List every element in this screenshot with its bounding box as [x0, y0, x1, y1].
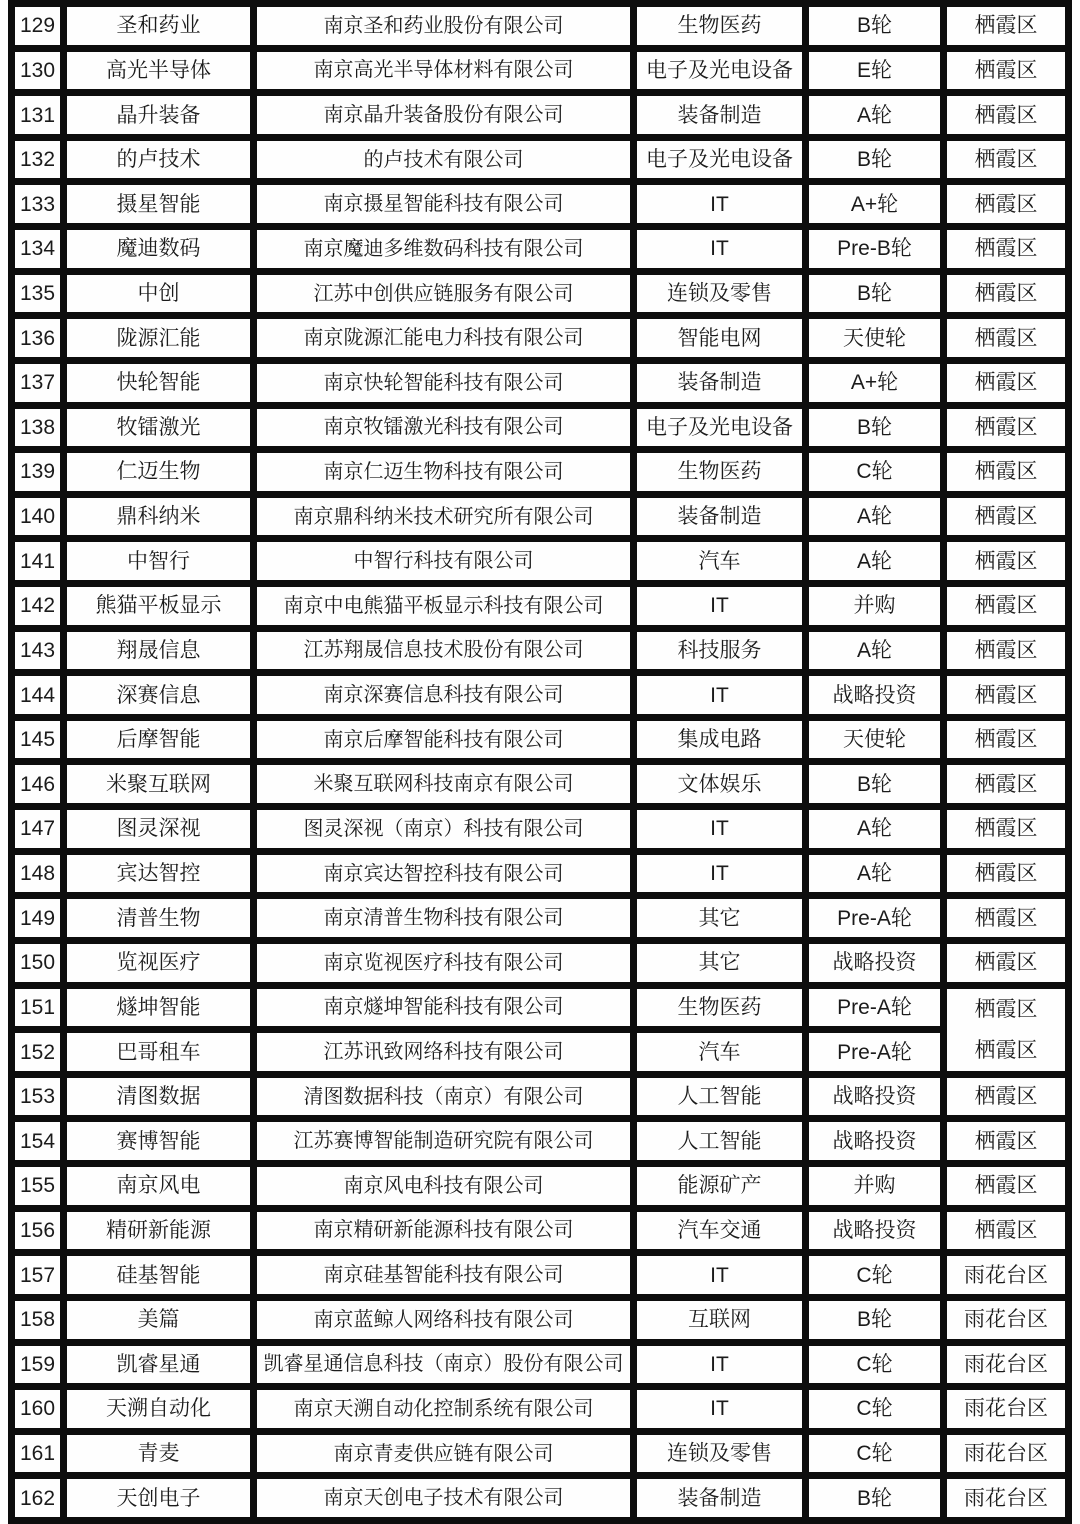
district-cell: 雨花台区 [947, 1435, 1065, 1473]
district-cell: 栖霞区 [947, 855, 1065, 893]
round-cell: B轮 [809, 141, 940, 179]
industry-cell: 装备制造 [637, 96, 802, 134]
short-name-cell: 鼎科纳米 [67, 498, 250, 536]
company-table [8, 0, 1072, 1524]
industry-cell: 汽车 [637, 542, 802, 580]
industry-cell: 人工智能 [637, 1122, 802, 1160]
short-name-cell: 的卢技术 [67, 141, 250, 179]
industry-cell: 互联网 [637, 1301, 802, 1339]
round-cell: 天使轮 [809, 319, 940, 357]
round-cell: A轮 [809, 498, 940, 536]
row-index-cell: 136 [15, 319, 60, 357]
short-name-cell: 图灵深视 [67, 810, 250, 848]
short-name-cell: 览视医疗 [67, 944, 250, 982]
industry-cell: 电子及光电设备 [637, 52, 802, 90]
row-index-cell: 130 [15, 52, 60, 90]
round-cell: B轮 [809, 765, 940, 803]
round-cell: C轮 [809, 1390, 940, 1428]
round-cell: Pre-A轮 [809, 1033, 940, 1071]
district-cell: 雨花台区 [947, 1301, 1065, 1339]
company-name-cell: 南京宾达智控科技有限公司 [257, 855, 630, 893]
company-table-wrap [8, 0, 1072, 1524]
round-cell: 并购 [809, 1167, 940, 1205]
short-name-cell: 中智行 [67, 542, 250, 580]
row-index-cell: 141 [15, 542, 60, 580]
company-name-cell: 南京清普生物科技有限公司 [257, 899, 630, 937]
company-name-cell: 南京精研新能源科技有限公司 [257, 1212, 630, 1250]
company-name-cell: 江苏翔晟信息技术股份有限公司 [257, 632, 630, 670]
industry-cell: 生物医药 [637, 7, 802, 45]
district-cell: 栖霞区 [947, 1078, 1065, 1116]
district-cell: 雨花台区 [947, 1479, 1065, 1517]
district-cell: 栖霞区 [947, 275, 1065, 313]
district-cell: 雨花台区 [947, 1390, 1065, 1428]
company-name-cell: 中智行科技有限公司 [257, 542, 630, 580]
industry-cell: 人工智能 [637, 1078, 802, 1116]
round-cell: B轮 [809, 7, 940, 45]
company-name-cell: 南京中电熊猫平板显示科技有限公司 [257, 587, 630, 625]
district-cell: 栖霞区 [947, 899, 1065, 937]
short-name-cell: 圣和药业 [67, 7, 250, 45]
round-cell: A轮 [809, 632, 940, 670]
company-name-cell: 南京摄星智能科技有限公司 [257, 185, 630, 223]
round-cell: Pre-B轮 [809, 230, 940, 268]
row-index-cell: 142 [15, 587, 60, 625]
company-name-cell: 南京深赛信息科技有限公司 [257, 676, 630, 714]
short-name-cell: 高光半导体 [67, 52, 250, 90]
industry-cell: 装备制造 [637, 498, 802, 536]
industry-cell: 能源矿产 [637, 1167, 802, 1205]
company-name-cell: 江苏赛博智能制造研究院有限公司 [257, 1122, 630, 1160]
district-cell: 栖霞区 [947, 230, 1065, 268]
short-name-cell: 硅基智能 [67, 1256, 250, 1294]
company-name-cell: 凯睿星通信息科技（南京）股份有限公司 [257, 1346, 630, 1384]
company-name-cell: 南京览视医疗科技有限公司 [257, 944, 630, 982]
industry-cell: IT [637, 185, 802, 223]
district-cell: 栖霞区 [947, 96, 1065, 134]
short-name-cell: 中创 [67, 275, 250, 313]
district-cell: 栖霞区 [947, 52, 1065, 90]
district-cell: 栖霞区 [947, 453, 1065, 491]
company-name-cell: 南京天创电子技术有限公司 [257, 1479, 630, 1517]
round-cell: A+轮 [809, 185, 940, 223]
industry-cell: IT [637, 855, 802, 893]
row-index-cell: 133 [15, 185, 60, 223]
industry-cell: IT [637, 810, 802, 848]
industry-cell: 科技服务 [637, 632, 802, 670]
industry-cell: 其它 [637, 899, 802, 937]
row-index-cell: 155 [15, 1167, 60, 1205]
short-name-cell: 熊猫平板显示 [67, 587, 250, 625]
industry-cell: 其它 [637, 944, 802, 982]
short-name-cell: 仁迈生物 [67, 453, 250, 491]
company-name-cell: 南京快轮智能科技有限公司 [257, 364, 630, 402]
row-index-cell: 139 [15, 453, 60, 491]
company-name-cell: 图灵深视（南京）科技有限公司 [257, 810, 630, 848]
row-index-cell: 162 [15, 1479, 60, 1517]
district-cell: 栖霞区 [947, 765, 1065, 803]
industry-cell: IT [637, 1390, 802, 1428]
round-cell: A轮 [809, 855, 940, 893]
round-cell: C轮 [809, 453, 940, 491]
short-name-cell: 燧坤智能 [67, 989, 250, 1027]
industry-cell: 生物医药 [637, 453, 802, 491]
short-name-cell: 清图数据 [67, 1078, 250, 1116]
company-name-cell: 南京陇源汇能电力科技有限公司 [257, 319, 630, 357]
district-cell: 栖霞区 [947, 810, 1065, 848]
short-name-cell: 牧镭激光 [67, 409, 250, 447]
industry-cell: 装备制造 [637, 364, 802, 402]
row-index-cell: 157 [15, 1256, 60, 1294]
round-cell: 战略投资 [809, 1078, 940, 1116]
industry-cell: 连锁及零售 [637, 1435, 802, 1473]
short-name-cell: 晶升装备 [67, 96, 250, 134]
row-index-cell: 143 [15, 632, 60, 670]
row-index-cell: 147 [15, 810, 60, 848]
company-name-cell: 米聚互联网科技南京有限公司 [257, 765, 630, 803]
district-cell: 栖霞区 [947, 944, 1065, 982]
round-cell: C轮 [809, 1346, 940, 1384]
district-cell: 栖霞区 [947, 7, 1065, 45]
round-cell: B轮 [809, 409, 940, 447]
round-cell: E轮 [809, 52, 940, 90]
company-name-cell: 南京鼎科纳米技术研究所有限公司 [257, 498, 630, 536]
round-cell: 战略投资 [809, 1122, 940, 1160]
district-cell: 栖霞区 [947, 185, 1065, 223]
round-cell: A轮 [809, 96, 940, 134]
short-name-cell: 陇源汇能 [67, 319, 250, 357]
row-index-cell: 161 [15, 1435, 60, 1473]
district-cell: 栖霞区 [947, 409, 1065, 447]
industry-cell: 智能电网 [637, 319, 802, 357]
row-index-cell: 134 [15, 230, 60, 268]
short-name-cell: 深赛信息 [67, 676, 250, 714]
industry-cell: IT [637, 230, 802, 268]
row-index-cell: 156 [15, 1212, 60, 1250]
row-index-cell: 160 [15, 1390, 60, 1428]
district-cell: 栖霞区 [947, 587, 1065, 625]
short-name-cell: 青麦 [67, 1435, 250, 1473]
short-name-cell: 南京风电 [67, 1167, 250, 1205]
row-index-cell: 129 [15, 7, 60, 45]
round-cell: 战略投资 [809, 944, 940, 982]
short-name-cell: 清普生物 [67, 899, 250, 937]
row-index-cell: 131 [15, 96, 60, 134]
district-cell: 栖霞区 [947, 319, 1065, 357]
short-name-cell: 精研新能源 [67, 1212, 250, 1250]
company-name-cell: 清图数据科技（南京）有限公司 [257, 1078, 630, 1116]
row-index-cell: 135 [15, 275, 60, 313]
round-cell: C轮 [809, 1435, 940, 1473]
round-cell: Pre-A轮 [809, 989, 940, 1027]
company-name-cell: 的卢技术有限公司 [257, 141, 630, 179]
district-cell: 栖霞区 [947, 141, 1065, 179]
company-name-cell: 江苏讯致网络科技有限公司 [257, 1033, 630, 1071]
industry-cell: 装备制造 [637, 1479, 802, 1517]
row-index-cell: 154 [15, 1122, 60, 1160]
round-cell: A+轮 [809, 364, 940, 402]
row-index-cell: 144 [15, 676, 60, 714]
row-index-cell: 138 [15, 409, 60, 447]
company-name-cell: 南京仁迈生物科技有限公司 [257, 453, 630, 491]
district-cell: 栖霞区 [947, 1167, 1065, 1205]
short-name-cell: 巴哥租车 [67, 1033, 250, 1071]
row-index-cell: 140 [15, 498, 60, 536]
row-index-cell: 145 [15, 721, 60, 759]
industry-cell: IT [637, 587, 802, 625]
district-cell: 栖霞区 [947, 542, 1065, 580]
company-name-cell: 南京蓝鲸人网络科技有限公司 [257, 1301, 630, 1339]
short-name-cell: 天溯自动化 [67, 1390, 250, 1428]
round-cell: Pre-A轮 [809, 899, 940, 937]
row-index-cell: 158 [15, 1301, 60, 1339]
industry-cell: 连锁及零售 [637, 275, 802, 313]
company-name-cell: 南京硅基智能科技有限公司 [257, 1256, 630, 1294]
row-index-cell: 132 [15, 141, 60, 179]
short-name-cell: 摄星智能 [67, 185, 250, 223]
district-cell: 雨花台区 [947, 1346, 1065, 1384]
round-cell: A轮 [809, 542, 940, 580]
round-cell: 战略投资 [809, 1212, 940, 1250]
short-name-cell: 快轮智能 [67, 364, 250, 402]
district-cell: 栖霞区 [947, 676, 1065, 714]
round-cell: 战略投资 [809, 676, 940, 714]
industry-cell: 汽车交通 [637, 1212, 802, 1250]
industry-cell: 电子及光电设备 [637, 409, 802, 447]
district-cell: 栖霞区 [947, 498, 1065, 536]
row-index-cell: 153 [15, 1078, 60, 1116]
short-name-cell: 宾达智控 [67, 855, 250, 893]
industry-cell: IT [637, 676, 802, 714]
short-name-cell: 米聚互联网 [67, 765, 250, 803]
row-index-cell: 149 [15, 899, 60, 937]
industry-cell: IT [637, 1346, 802, 1384]
district-cell [947, 989, 1065, 1071]
district-cell: 栖霞区 [947, 364, 1065, 402]
round-cell: B轮 [809, 1301, 940, 1339]
short-name-cell: 凯睿星通 [67, 1346, 250, 1384]
industry-cell: 电子及光电设备 [637, 141, 802, 179]
company-name-cell: 江苏中创供应链服务有限公司 [257, 275, 630, 313]
row-index-cell: 159 [15, 1346, 60, 1384]
district-cell: 栖霞区 [947, 1212, 1065, 1250]
company-name-cell: 南京后摩智能科技有限公司 [257, 721, 630, 759]
company-name-cell: 南京牧镭激光科技有限公司 [257, 409, 630, 447]
industry-cell: IT [637, 1256, 802, 1294]
round-cell: B轮 [809, 275, 940, 313]
row-index-cell: 150 [15, 944, 60, 982]
round-cell: B轮 [809, 1479, 940, 1517]
row-index-cell: 137 [15, 364, 60, 402]
row-index-cell: 146 [15, 765, 60, 803]
company-name-cell: 南京天溯自动化控制系统有限公司 [257, 1390, 630, 1428]
district-cell: 栖霞区 [947, 721, 1065, 759]
district-cell: 雨花台区 [947, 1256, 1065, 1294]
company-name-cell: 南京高光半导体材料有限公司 [257, 52, 630, 90]
round-cell: C轮 [809, 1256, 940, 1294]
district-cell: 栖霞区 [947, 1122, 1065, 1160]
short-name-cell: 翔晟信息 [67, 632, 250, 670]
industry-cell: 文体娱乐 [637, 765, 802, 803]
company-name-cell: 南京青麦供应链有限公司 [257, 1435, 630, 1473]
round-cell: 天使轮 [809, 721, 940, 759]
short-name-cell: 赛博智能 [67, 1122, 250, 1160]
company-name-cell: 南京燧坤智能科技有限公司 [257, 989, 630, 1027]
district-cell: 栖霞区 [947, 632, 1065, 670]
row-index-cell: 152 [15, 1033, 60, 1071]
short-name-cell: 后摩智能 [67, 721, 250, 759]
district-label: 栖霞区 [974, 997, 1038, 1021]
industry-cell: 生物医药 [637, 989, 802, 1027]
row-index-cell: 151 [15, 989, 60, 1027]
industry-cell: 集成电路 [637, 721, 802, 759]
row-index-cell: 148 [15, 855, 60, 893]
company-name-cell: 南京魔迪多维数码科技有限公司 [257, 230, 630, 268]
company-name-cell: 南京晶升装备股份有限公司 [257, 96, 630, 134]
short-name-cell: 魔迪数码 [67, 230, 250, 268]
industry-cell: 汽车 [637, 1033, 802, 1071]
round-cell: A轮 [809, 810, 940, 848]
company-name-cell: 南京圣和药业股份有限公司 [257, 7, 630, 45]
district-label: 栖霞区 [974, 1038, 1038, 1062]
round-cell: 并购 [809, 587, 940, 625]
short-name-cell: 天创电子 [67, 1479, 250, 1517]
short-name-cell: 美篇 [67, 1301, 250, 1339]
company-name-cell: 南京风电科技有限公司 [257, 1167, 630, 1205]
